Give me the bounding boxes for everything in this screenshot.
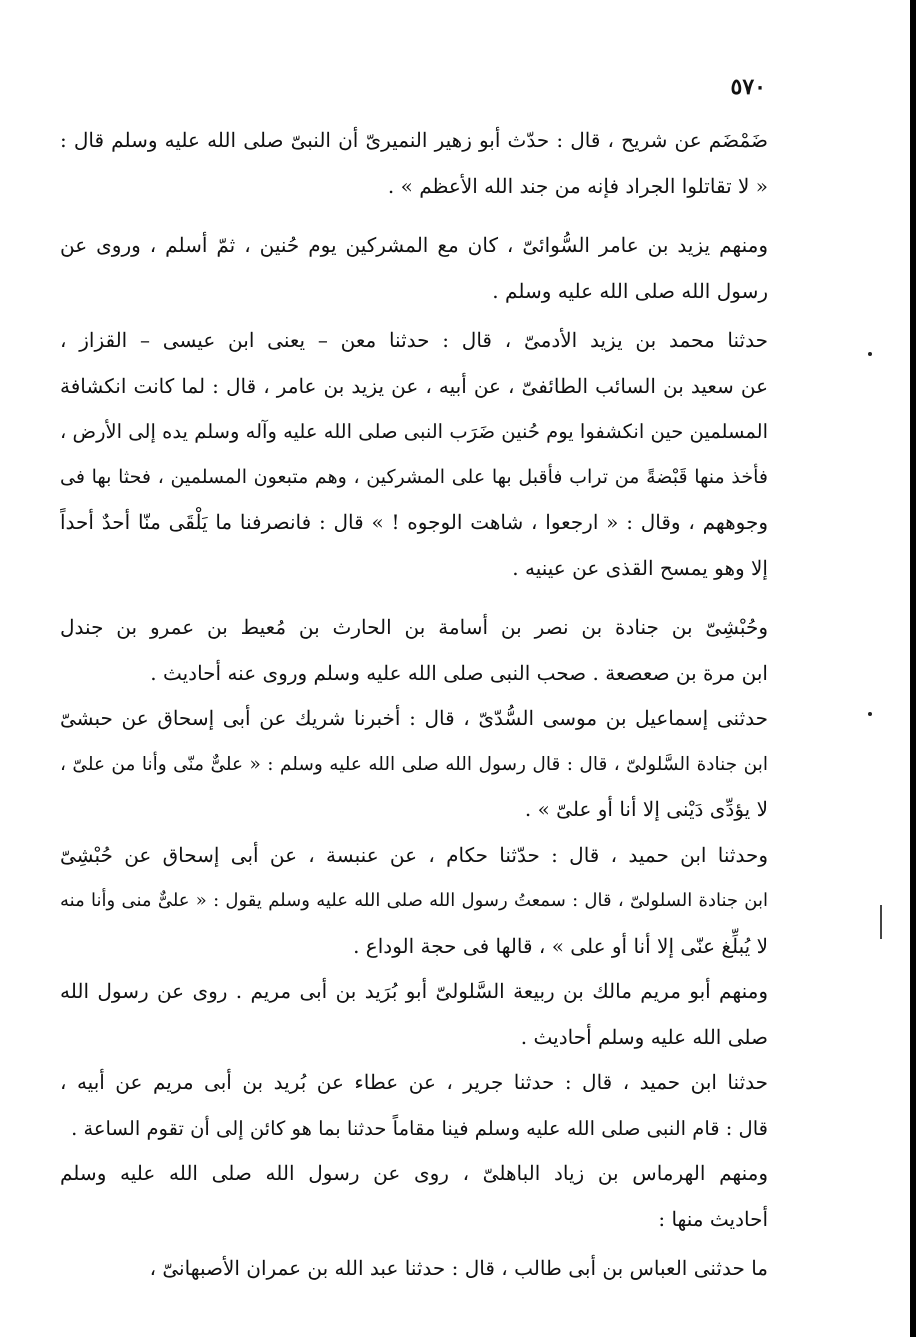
text-line: أحاديث منها : — [658, 1206, 768, 1231]
text-line: المسلمين حين انكشفوا يوم حُنين ضَرَب النبى صلى الله عليه وآله وسلم يده إلى الأرض ، — [60, 420, 768, 443]
text-line: صلى الله عليه وسلم أحاديث . — [520, 1024, 768, 1049]
margin-mark — [880, 905, 882, 939]
text-line: حدثنى إسماعيل بن موسى السُّدّىّ ، قال : أخبرنا شريك عن أبى إسحاق عن حبشىّ — [60, 706, 768, 730]
paragraph — [60, 1246, 768, 1292]
scan-edge-shadow — [910, 0, 916, 1337]
text-line: ما حدثنى العباس بن أبى طالب ، قال : حدثنا عبد الله بن عمران الأصبهانىّ ، — [149, 1256, 768, 1280]
text-line: ابن جنادة السَّلولىّ ، قال : قال رسول الله صلى الله عليه وسلم : « علىٌّ منّى وأنا من علىّ ، — [60, 753, 768, 775]
text-line: ابن جنادة السلولىّ ، قال : سمعتُ رسول الله صلى الله عليه وسلم يقول : « علىٌّ منى وأنا منه — [60, 890, 768, 911]
paragraph — [60, 1060, 768, 1151]
page-body — [60, 118, 768, 1292]
text-line: « لا تقاتلوا الجراد فإنه من جند الله الأعظم » . — [387, 173, 768, 198]
paragraph — [60, 969, 768, 1060]
page-number: ٥٧٠ — [730, 74, 766, 100]
text-line: عن سعيد بن السائب الطائفىّ ، عن أبيه ، عن يزيد بن عامر ، قال : لما كانت انكشافة — [60, 373, 768, 398]
text-line: حدثنا ابن حميد ، قال : حدثنا جرير ، عن عطاء عن بُريد بن أبى مريم عن أبيه ، — [60, 1070, 768, 1094]
paragraph — [60, 696, 768, 833]
paragraph — [60, 318, 768, 591]
text-line: حدثنا محمد بن يزيد الأدمىّ ، قال : حدثنا معن – يعنى ابن عيسى – القزاز ، — [60, 328, 768, 352]
text-line: فأخذ منها قَبْضةً من تراب فأقبل بها على المشركين ، وهم متبعون المسلمين ، فحثا بها فى — [60, 465, 768, 488]
text-line: وحدثنا ابن حميد ، قال : حدّثنا حكام ، عن عنبسة ، عن أبى إسحاق عن حُبْشِىّ — [60, 842, 768, 867]
text-line: لا يُبلِّغ عنّى إلا أنا أو على » ، قالها فى حجة الوداع . — [353, 933, 768, 958]
margin-dot — [868, 712, 872, 716]
text-line: ومنهم يزيد بن عامر السُّوائىّ ، كان مع المشركين يوم حُنين ، ثمّ أسلم ، وروى عن — [60, 233, 768, 257]
paragraph — [60, 118, 768, 209]
text-line: وحُبْشِىّ بن جنادة بن نصر بن أسامة بن الحارث بن مُعيط بن عمرو بن جندل — [60, 615, 768, 639]
text-line: ضَمْضَم عن شريح ، قال : حدّث أبو زهير النميرىّ أن النبىّ صلى الله عليه وسلم قال : — [60, 128, 768, 152]
margin-dot — [868, 352, 872, 356]
text-line: رسول الله صلى الله عليه وسلم . — [492, 278, 768, 303]
paragraph — [60, 223, 768, 314]
text-line: إلا وهو يمسح القذى عن عينيه . — [512, 555, 768, 580]
text-line: وجوههم ، وقال : « ارجعوا ، شاهت الوجوه ! » قال : فانصرفنا ما يَلْقَى منّا أحدٌ أحداً — [60, 510, 768, 534]
text-line: لا يؤدِّى دَيْنى إلا أنا أو علىّ » . — [524, 797, 768, 821]
paragraph — [60, 605, 768, 696]
text-line: ابن مرة بن صعصعة . صحب النبى صلى الله عليه وسلم وروى عنه أحاديث . — [150, 660, 768, 685]
text-line: قال : قام النبى صلى الله عليه وسلم فينا مقاماً حدثنا بما هو كائن إلى أن تقوم الساعة . — [71, 1116, 768, 1140]
paragraph — [60, 1151, 768, 1242]
paragraph — [60, 833, 768, 970]
text-line: ومنهم أبو مريم مالك بن ربيعة السَّلولىّ أبو بُرَيد بن أبى مريم . روى عن رسول الله — [60, 979, 768, 1003]
text-line: ومنهم الهرماس بن زياد الباهلىّ ، روى عن رسول الله صلى الله عليه وسلم — [60, 1161, 768, 1185]
